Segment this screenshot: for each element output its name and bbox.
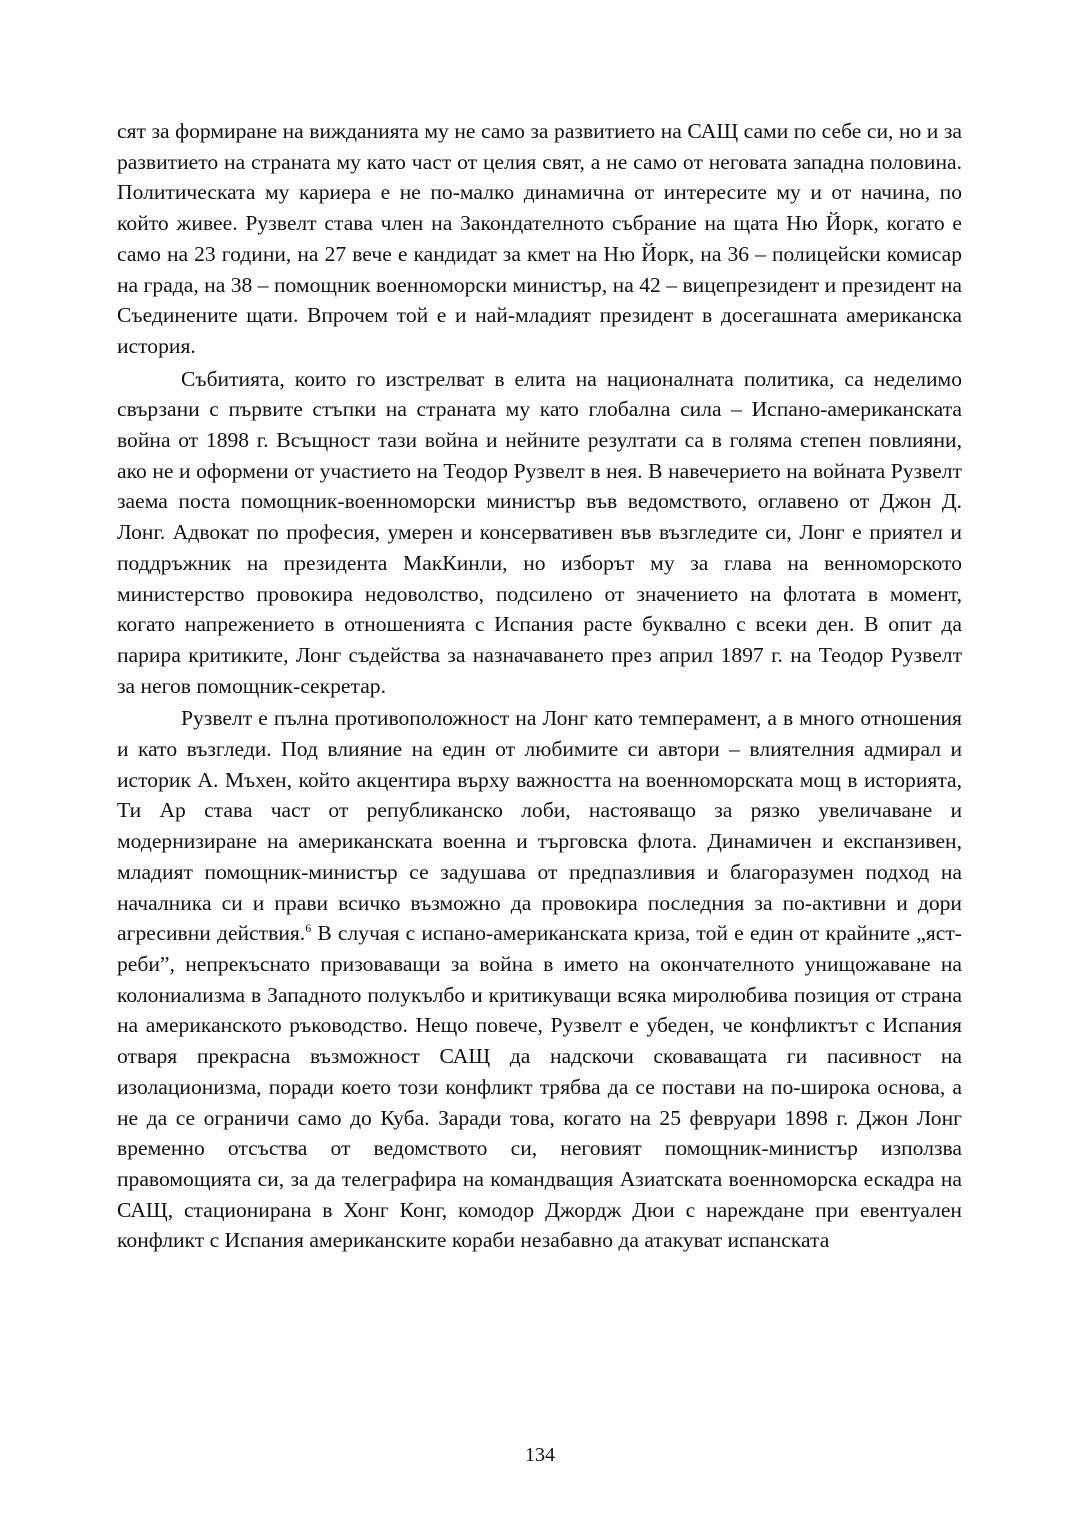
page-number: 134 bbox=[525, 1444, 555, 1466]
paragraph-spanish-american-war: Събитията, които го изстрелват в елита на националната политика, са неделимо свързани с първите стъпки на страната му като глобална сила – Испано-американската война от 1898 г. Всъщност тази война и нейните резултати са в голяма степен повлияни, ако не и оформени от участието на Теодор Рузвелт в нея. В навечерието на войната Рузвелт заема поста помощник-военноморски министър във ведомството, оглавено от Джон Д. Лонг. Адвокат по професия, умерен и консервативен във възгледите си, Лонг е приятел и поддръжник на президента МакКинли, но изборът му за глава на венноморското министерство провокира недоволство, подсилено от значението на флотата в момент, когато напрежението в отношенията с Испания расте буквално с всеки ден. В опит да парира критиките, Лонг съдейства за назначаването през април 1897 г. на Теодор Рузвелт за негов помощник-секретар. bbox=[117, 366, 962, 698]
paragraph-continuation: сят за формиране на вижданията му не само за развитието на САЩ сами по себе си, но и за развитието на страната му като част от целия свят, а не само от неговата западна половина. Политическата му кариера е не по-малко динамична от интересите му и от начина, по който живее. Рузвелт става член на Закондателното събрание на щата Ню Йорк, когато е само на 23 години, на 27 вече е кандидат за кмет на Ню Йорк, на 36 – полицейски комисар на града, на 38 – помощник военноморски министър, на 42 – вицепрезидент и президент на Съединените щати. Впрочем той е и най-младият президент в досегашната американска история. bbox=[117, 119, 962, 358]
page-body bbox=[117, 116, 962, 1256]
paragraph-text-after-footnote: В случая с испано-американската криза, той е един от крайните „ястреби”, непрекъснато призоваващи за война в името на окончателното унищожаване на колониализма в Западното полукълбо и критикуващи всяка миролюбива позиция от страна на американското ръководство. Нещо повече, Рузвелт е убеден, че конфликтът с Испания отваря прекрасна възможност САЩ да надскочи сковаващата ги пасивност на изолационизма, поради което този конфликт трябва да се постави на по-широка основа, а не да се ограничи само до Куба. Заради това, когато на 25 февруари 1898 г. Джон Лонг временно отсъства от ведомството си, неговият помощник-министър използва правомощията си, за да телеграфира на командващия Азиатската военноморска ескадра на САЩ, стационирана в Хонг Конг, комодор Джордж Дюи с нареждане при евентуален конфликт с Испания американските кораби незабавно да атакуват испанската bbox=[117, 921, 962, 1253]
paragraph-roosevelt-vs-long bbox=[117, 703, 962, 1256]
paragraph-text-before-footnote: Рузвелт е пълна противоположност на Лонг като темперамент, а в много отношения и като възгледи. Под влияние на един от любимите си автори – влиятелния адмирал и историк А. Мъхен, който акцентира върху важността на военноморската мощ в историята, Ти Ар става част от републиканско лоби, настояващо за рязко увеличаване и модернизиране на американската военна и търговска флота. Динамичен и експанзивен, младият помощник-министър се задушава от предпазливия и благоразумен подход на началника си и прави всичко възможно да провокира последния за по-активни и дори агресивни действия. bbox=[117, 706, 962, 946]
footnote-mark: 6 bbox=[305, 921, 312, 936]
